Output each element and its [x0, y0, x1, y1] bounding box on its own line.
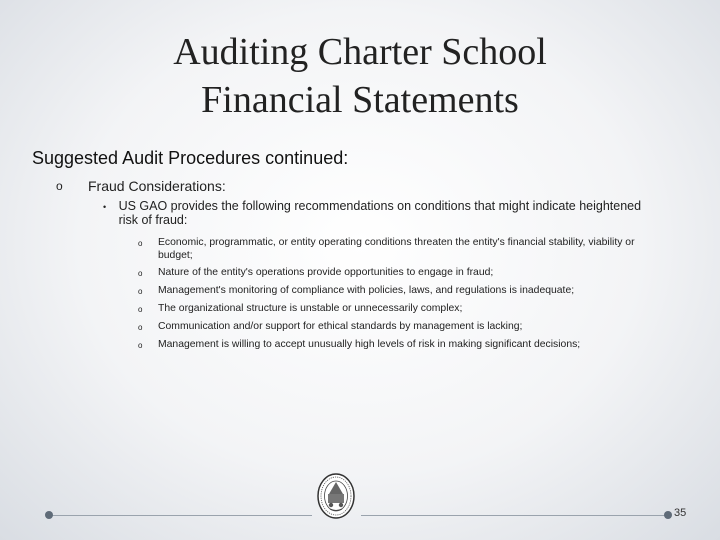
list-item-text: The organizational structure is unstable or unnecessarily complex; — [158, 303, 463, 314]
page-number: 35 — [674, 507, 687, 519]
list-item-text: Management is willing to accept unusually high levels of risk in making significant decisions; — [158, 339, 581, 350]
list-item-text: Nature of the entity's operations provide opportunities to engage in fraud; — [158, 267, 494, 278]
bullet-level-2 — [103, 199, 663, 227]
list-item — [138, 284, 668, 298]
bullet-marker: o — [138, 287, 143, 296]
bullet-level-1 — [56, 178, 226, 194]
sub-bullet-list — [138, 236, 668, 356]
list-item-text: Economic, programmatic, or entity operating conditions threaten the entity's financial stability, viability or budget; — [158, 237, 635, 261]
bullet-marker: o — [56, 179, 63, 193]
state-seal-icon — [316, 472, 356, 520]
footer-rule-left — [50, 515, 312, 516]
bullet-marker: o — [138, 305, 143, 314]
bullet-marker: o — [138, 341, 143, 350]
list-item-text: Management's monitoring of compliance with policies, laws, and regulations is inadequate; — [158, 285, 575, 296]
list-item — [138, 338, 668, 352]
list-item-text: Communication and/or support for ethical standards by management is lacking; — [158, 321, 523, 332]
bullet-marker: o — [138, 269, 143, 278]
list-item — [138, 302, 668, 316]
footer-dot-right — [664, 511, 672, 519]
bullet-text: Fraud Considerations: — [88, 178, 226, 194]
slide-title-line-2: Financial Statements — [201, 79, 519, 121]
bullet-marker: o — [138, 323, 143, 332]
section-heading: Suggested Audit Procedures continued: — [32, 148, 349, 168]
footer-rule-right — [361, 515, 668, 516]
footer-dot-left — [45, 511, 53, 519]
bullet-marker: • — [103, 202, 107, 212]
list-item — [138, 236, 668, 262]
list-item — [138, 266, 668, 280]
slide-title — [0, 28, 720, 124]
bullet-text: US GAO provides the following recommendations on conditions that might indicate heightened risk of fraud: — [118, 199, 642, 227]
bullet-marker: o — [138, 239, 143, 248]
slide-title-line-1: Auditing Charter School — [173, 31, 547, 73]
list-item — [138, 320, 668, 334]
